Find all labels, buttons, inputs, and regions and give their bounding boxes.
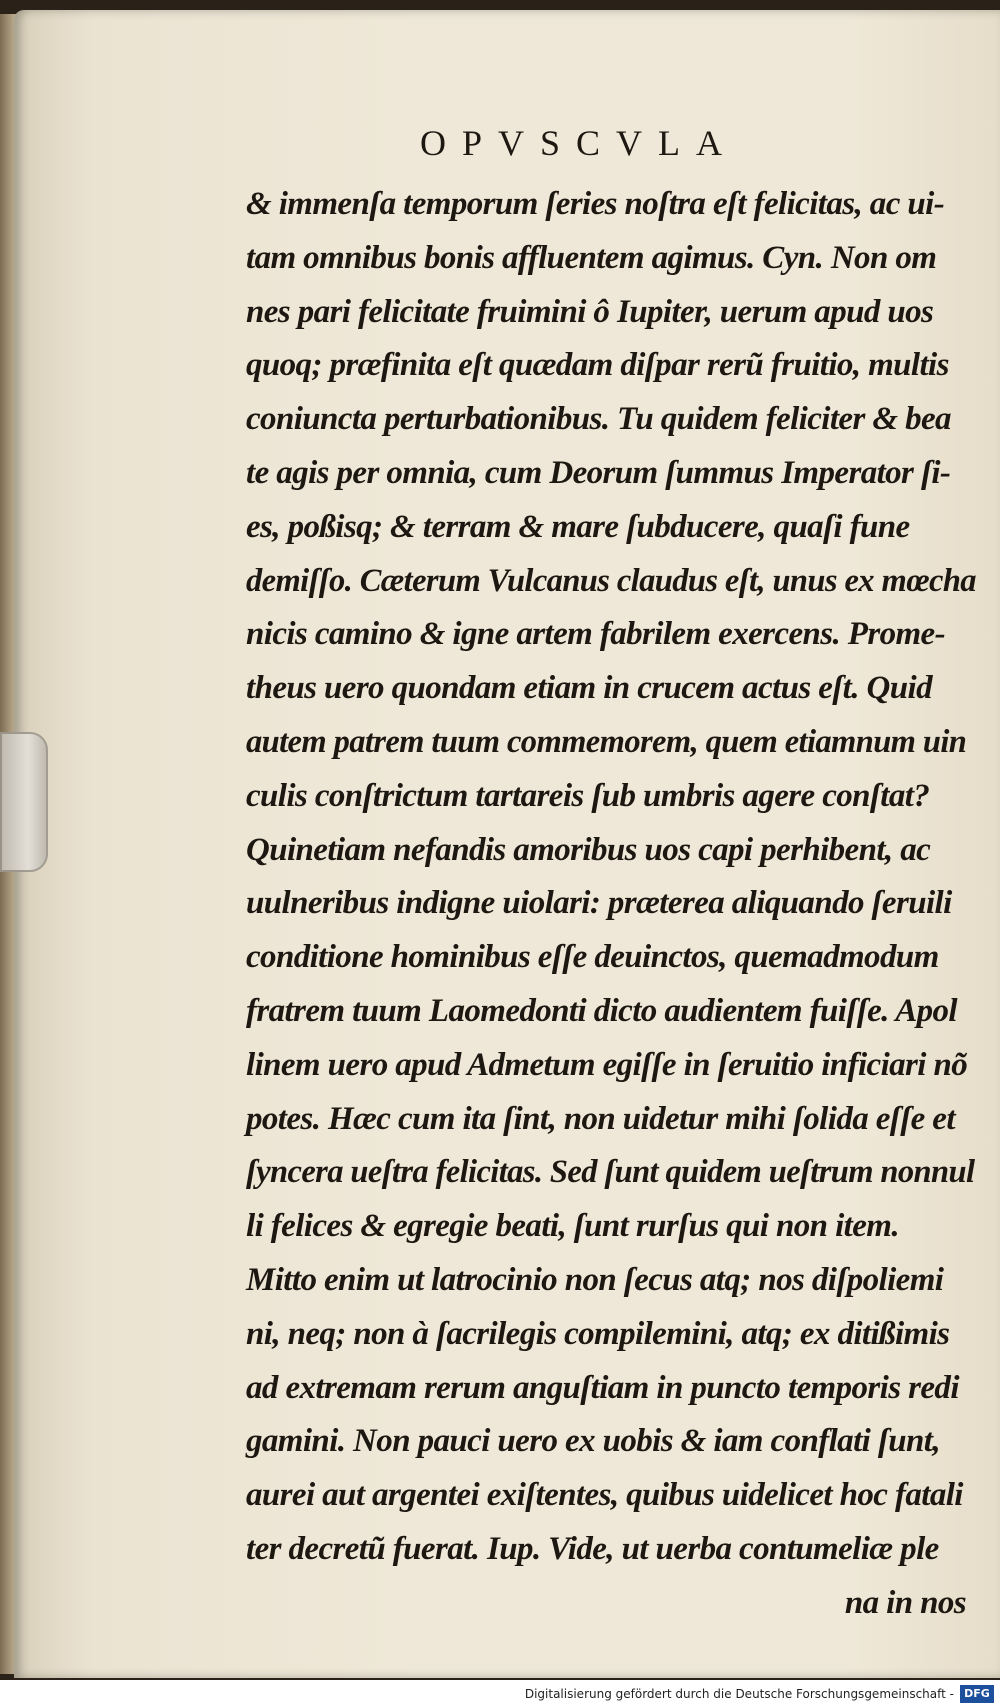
- text-line: nicis camino & igne artem fabrilem exercens. Prome-: [246, 616, 945, 653]
- text-line: coniuncta perturbationibus. Tu quidem feliciter & bea: [246, 401, 951, 438]
- text-line: te agis per omnia, cum Deorum ſummus Imperator ſi-: [246, 454, 951, 491]
- text-line: ni, neq; non à ſacrilegis compilemini, atq; ex ditißimis: [246, 1315, 950, 1352]
- text-line: nes pari felicitate fruimini ô Iupiter, uerum apud uos: [246, 293, 934, 330]
- page-clip: [0, 732, 48, 872]
- dfg-logo: DFG: [960, 1685, 994, 1703]
- catchword-line: na in nos: [844, 1584, 966, 1621]
- text-line: ſyncera ueſtra felicitas. Sed ſunt quidem ueſtrum nonnul: [246, 1154, 975, 1191]
- text-line: conditione hominibus eſſe deuinctos, quemadmodum: [246, 939, 939, 976]
- text-line: Quinetiam nefandis amoribus uos capi perhibent, ac: [246, 831, 931, 868]
- text-line: uulneribus indigne uiolari: præterea aliquando ſeruili: [246, 885, 952, 922]
- text-line: fratrem tuum Laomedonti dicto audientem fuiſſe. Apol: [246, 992, 957, 1029]
- text-line: linem uero apud Admetum egiſſe in ſeruitio inficiari nõ: [246, 1046, 968, 1083]
- text-line: aurei aut argentei exiſtentes, quibus uidelicet hoc fatali: [246, 1477, 963, 1514]
- text-line: demiſſo. Cæterum Vulcanus claudus eſt, unus ex mœcha: [246, 562, 976, 599]
- text-line: gamini. Non pauci uero ex uobis & iam conflati ſunt,: [246, 1423, 940, 1460]
- text-line: theus uero quondam etiam in crucem actus eſt. Quid: [246, 670, 932, 707]
- text-line: es, poßisq; & terram & mare ſubducere, quaſi fune: [246, 508, 910, 545]
- text-line: & immenſa temporum ſeries noſtra eſt felicitas, ac ui-: [246, 186, 945, 222]
- text-line: quoq; præfinita eſt quædam diſpar rerũ fruitio, multis: [246, 347, 949, 384]
- text-line: potes. Hæc cum ita ſint, non uidetur mihi ſolida eſſe et: [246, 1100, 955, 1137]
- text-line: culis conſtrictum tartareis ſub umbris agere conſtat?: [246, 777, 930, 814]
- footer-credit: Digitalisierung gefördert durch die Deutsche Forschungsgemeinschaft -: [524, 1687, 954, 1701]
- text-line: ter decretũ fuerat. Iup. Vide, ut uerba contumeliæ ple: [246, 1530, 939, 1567]
- body-text: [246, 178, 976, 1631]
- text-line: autem patrem tuum commemorem, quem etiamnum uin: [246, 723, 967, 760]
- text-line: Mitto enim ut latrocinio non ſecus atq; nos diſpoliemi: [246, 1261, 944, 1298]
- running-title: OPVSCVLA: [420, 123, 739, 163]
- text-line: tam omnibus bonis affluentem agimus. Cyn. Non om: [246, 239, 937, 276]
- text-line: li felices & egregie beati, ſunt rurſus qui non item.: [246, 1208, 899, 1245]
- text-line: ad extremam rerum anguſtiam in puncto temporis redi: [246, 1369, 959, 1406]
